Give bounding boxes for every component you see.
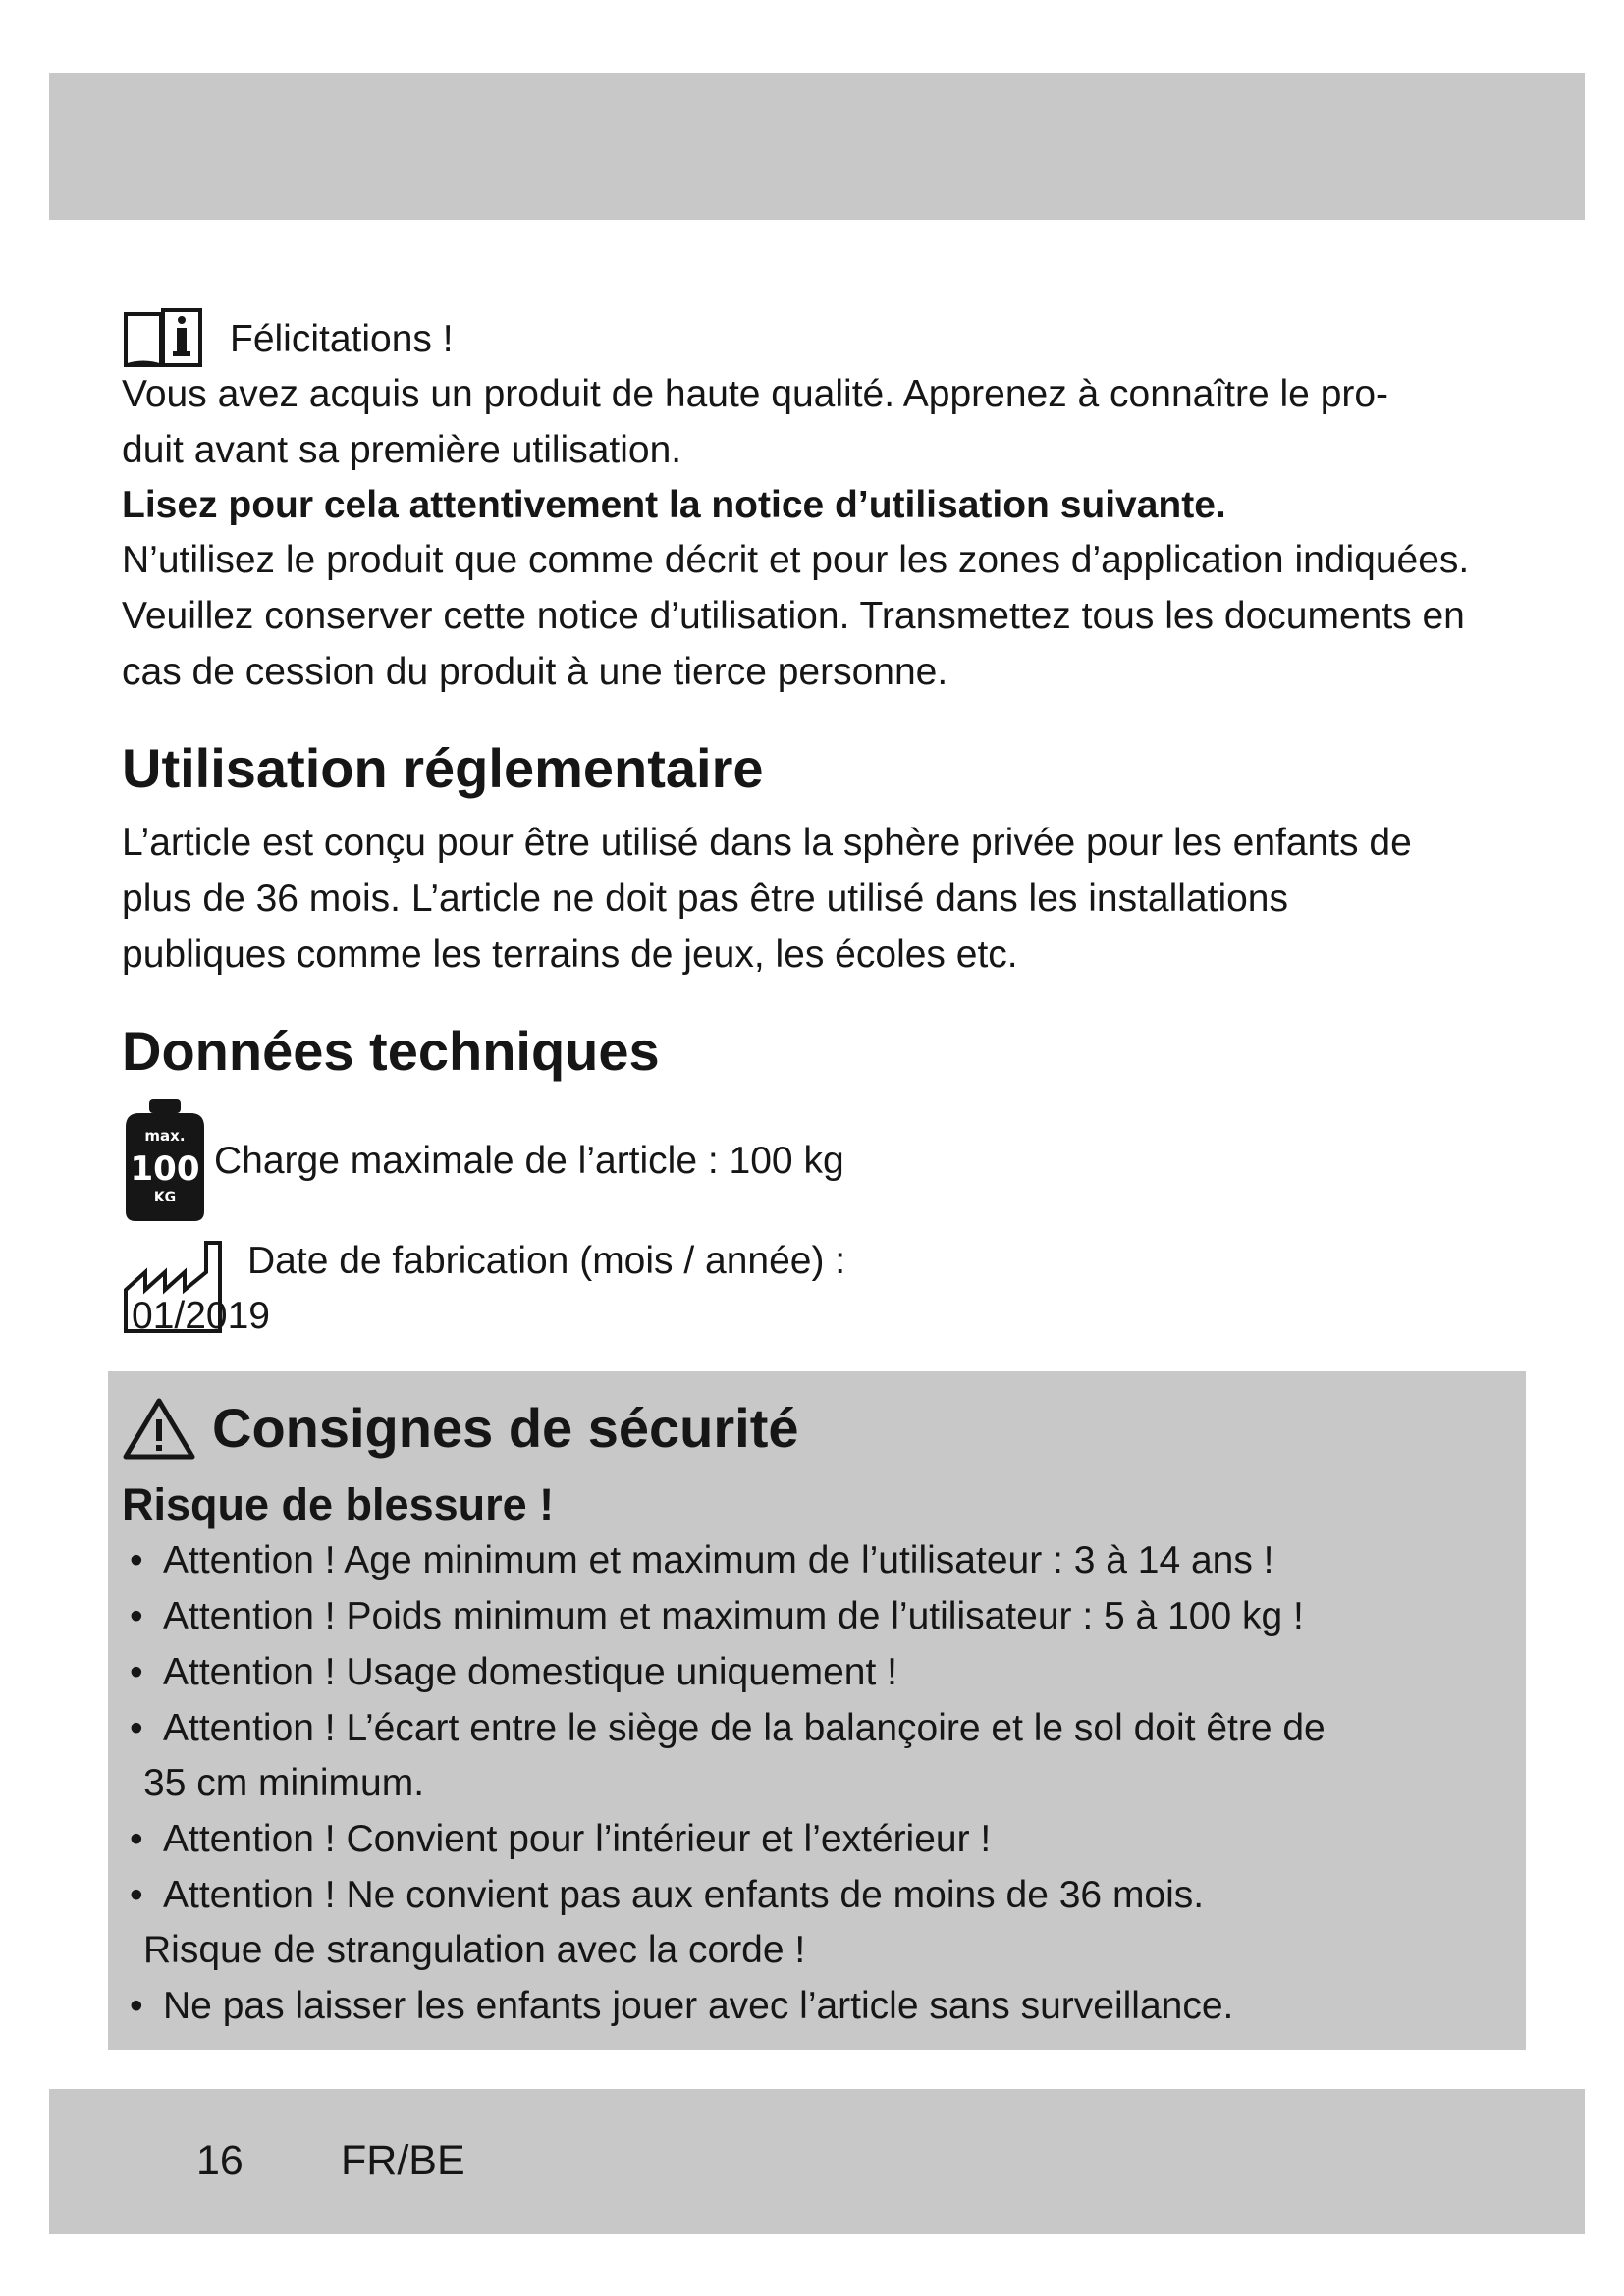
safety-item [122,1645,1506,1700]
congrats-row [122,309,1496,368]
header-band [49,73,1585,220]
safety-heading-row [122,1391,1506,1466]
weight-icon-value: 100 [130,1149,200,1189]
manufacturing-row [122,1233,1496,1343]
intro-para-2: N’utilisez le produit que comme décrit et pour les zones d’application indiquées. Veuillez conserver cette notice d’utilisation. Transmettez tous les documents en cas de cession du produit à une tierce personne. [122,539,1470,693]
safety-item-text: Attention ! L’écart entre le siège de la balançoire et le sol doit être de [163,1707,1326,1749]
safety-item-text: Attention ! Age minimum et maximum de l’utilisateur : 3 à 14 ans ! [163,1539,1274,1581]
safety-item-text: Attention ! Ne convient pas aux enfants de moins de 36 mois. [163,1874,1205,1916]
mfg-label: Date de fabrication (mois / année) : [247,1240,846,1282]
usage-section [122,734,1496,983]
safety-item-text: Attention ! Convient pour l’intérieur et l’extérieur ! [163,1818,992,1860]
usage-heading: Utilisation réglementaire [122,737,764,799]
region-code: FR/BE [341,2137,465,2184]
warning-triangle-icon [122,1396,196,1461]
safety-item [122,1812,1506,1867]
weight-icon-top: max. [144,1127,186,1145]
usage-text: L’article est conçu pour être utilisé dans la sphère privée pour les enfants de plus de 36 mois. L’article ne doit pas être utilisé dans les installations publiques comme les terrains de jeux, les écoles etc. [122,822,1412,976]
safety-item [122,1589,1506,1644]
safety-item [122,1868,1506,1978]
weight-max-icon [122,1097,208,1223]
info-book-icon [122,306,204,371]
footer-band [49,2089,1585,2234]
page-number: 16 [196,2137,244,2184]
safety-heading: Consignes de sécurité [212,1397,799,1459]
safety-item-continuation: Risque de strangulation avec la corde ! [143,1929,806,1971]
safety-item-text: Ne pas laisser les enfants jouer avec l’article sans surveillance. [163,1985,1234,2027]
safety-list [122,1533,1506,2034]
congrats-text: Félicitations ! [230,317,454,360]
safety-inner [122,1391,1506,2034]
risk-heading: Risque de blessure ! [122,1479,555,1529]
intro-section [122,309,1496,700]
max-load-text: Charge maximale de l’article : 100 kg [214,1139,844,1182]
tech-section [122,1017,1496,1343]
safety-item [122,1701,1506,1811]
tech-heading: Données techniques [122,1020,660,1082]
safety-item-continuation: 35 cm minimum. [143,1762,425,1804]
safety-item-text: Attention ! Poids minimum et maximum de l’utilisateur : 5 à 100 kg ! [163,1595,1304,1637]
intro-bold-instruction: Lisez pour cela attentivement la notice d’utilisation suivante. [122,484,1226,526]
safety-box [108,1371,1526,2050]
safety-item [122,1533,1506,1588]
mfg-date: 01/2019 [132,1295,270,1337]
intro-para-1: Vous avez acquis un produit de haute qualité. Apprenez à connaître le pro- duit avant sa première utilisation. [122,373,1389,471]
max-load-row [122,1097,1496,1223]
safety-item-text: Attention ! Usage domestique uniquement ! [163,1651,897,1693]
safety-item [122,1979,1506,2034]
weight-icon-unit: KG [153,1190,177,1205]
